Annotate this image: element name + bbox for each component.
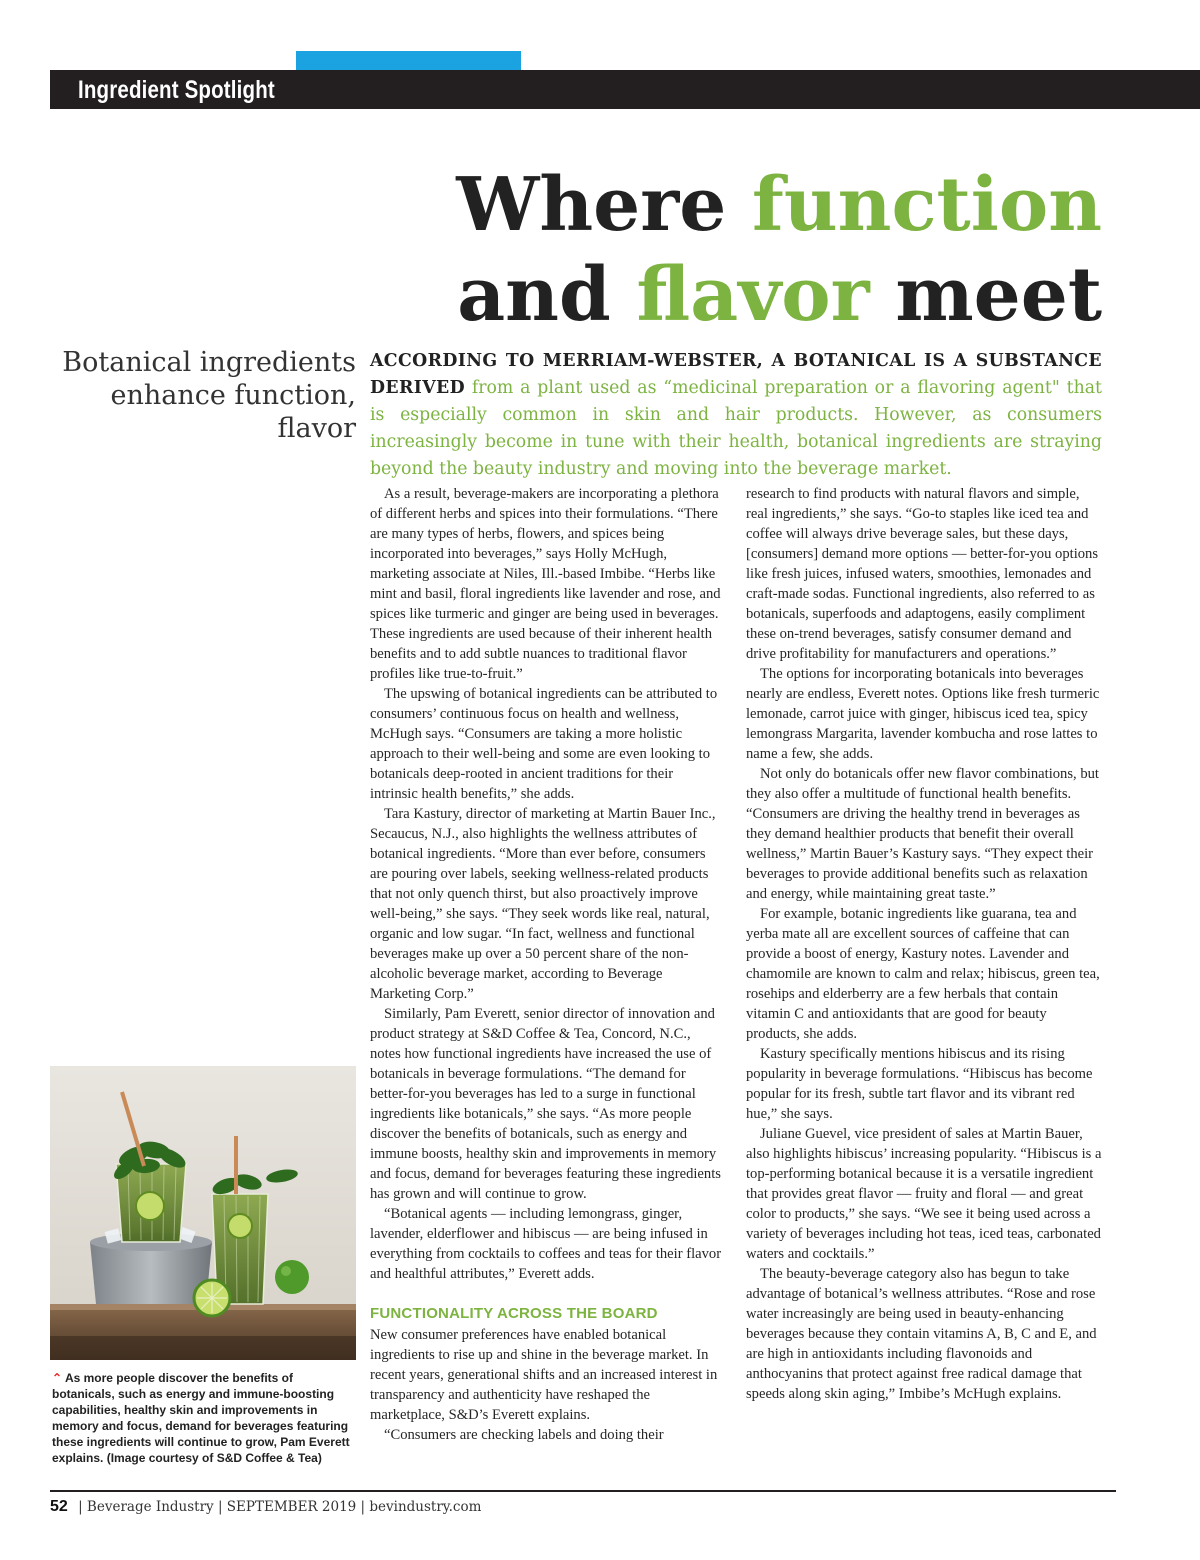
- footer-rule: [50, 1490, 1116, 1492]
- paragraph: Juliane Guevel, vice president of sales at Martin Bauer, also highlights hibiscus’ increasing popularity. “Hibiscus is a top-performing botanical because it is a versatile ingredient that provides great flavor — fruity and floral — and great color to products,” she says. “We see it being used across a variety of beverages including hot teas, iced teas, carbonated waters and cocktails.”: [746, 1126, 1102, 1262]
- page-number: 52: [50, 1498, 68, 1515]
- paragraph: The beauty-beverage category also has begun to take advantage of botanical’s wellness attributes. “Rose and rose water increasingly are being used in beauty-enhancing beverages because they contain vitamins A, B, C and E, and are high in antioxidants including flavonoids and anthocyanins that protect against free radical damage that speeds along skin aging,” Imbibe’s McHugh explains.: [746, 1266, 1097, 1402]
- paragraph: Kastury specifically mentions hibiscus and its rising popularity in beverage formulations. “Hibiscus has become popular for its fresh, subtle tart flavor and its vibrant red hue,” she says.: [746, 1046, 1093, 1122]
- paragraph: research to find products with natural flavors and simple, real ingredients,” she says. “Go-to staples like iced tea and coffee will always drive beverage sales, but these days, [consumers] demand more options — better-for-you options like fresh juices, infused waters, smoothies, lemonades and craft-made sodas. Functional ingredients, also referred to as botanicals, superfoods and adaptogens, easily compliment these on-trend beverages, satisfy consumer demand and drive profitability for manufacturers and operations.”: [746, 486, 1099, 662]
- paragraph: “Consumers are checking labels and doing their: [384, 1427, 664, 1443]
- intro-lead: ACCORDING TO MERRIAM-WEBSTER, A BOTANICAL IS A SUBSTANCE DERIVED: [370, 351, 1102, 398]
- photo-caption: [52, 1370, 352, 1466]
- headline-accent-2: flavor: [636, 252, 870, 338]
- subhead: FUNCTIONALITY ACROSS THE BOARD: [370, 1305, 658, 1322]
- body-column-right: [746, 484, 1102, 1404]
- beverage-photo: [50, 1066, 356, 1360]
- headline-line-1: [456, 160, 1102, 250]
- headline: [456, 160, 1102, 340]
- section-label: Ingredient Spotlight: [78, 76, 275, 104]
- headline-accent-1: function: [752, 162, 1102, 248]
- intro-paragraph: [370, 348, 1102, 483]
- paragraph: Tara Kastury, director of marketing at Martin Bauer Inc., Secaucus, N.J., also highlights the wellness attributes of botanical ingredients. “More than ever before, consumers are pouring over labels, seeking wellness-related products that not only quench thirst, but also proactively improve well-being,” she says. “They seek words like real, natural, organic and low sugar. “In fact, wellness and functional beverages make up over a 50 percent share of the non-alcoholic beverage market, according to Beverage Marketing Corp.”: [370, 806, 716, 1002]
- headline-plain-1: Where: [456, 162, 753, 248]
- footer-text: | Beverage Industry | SEPTEMBER 2019 | bevindustry.com: [78, 1499, 482, 1515]
- headline-tail: meet: [869, 252, 1102, 338]
- paragraph: “Botanical agents — including lemongrass, ginger, lavender, elderflower and hibiscus — are being infused in everything from cocktails to coffees and teas for their flavor and healthful attributes,” Everett adds.: [370, 1206, 722, 1282]
- footer: [50, 1498, 481, 1516]
- headline-plain-2: and: [457, 252, 637, 338]
- caption-text: As more people discover the benefits of botanicals, such as energy and immune-boosting capabilities, healthy skin and improvements in memory and focus, demand for beverages featuring these ingredients will continue to grow, Pam Everett explains. (Image courtesy of S&D Coffee & Tea): [52, 1371, 350, 1465]
- paragraph: The options for incorporating botanicals into beverages nearly are endless, Everett notes. Options like fresh turmeric lemonade, carrot juice with ginger, hibiscus iced tea, spicy lemongrass Margarita, lavender kombucha and rose lattes to name a few, she adds.: [746, 666, 1100, 762]
- intro-text: from a plant used as “medicinal preparation or a flavoring agent" that is especially common in skin and hair products. However, as consumers increasingly become in tune with their health, botanical ingredients are straying beyond the beauty industry and moving into the beverage market.: [370, 378, 1102, 479]
- chevron-up-icon: ⌃: [52, 1371, 63, 1385]
- deck: Botanical ingredients enhance function, flavor: [62, 347, 356, 444]
- paragraph: Not only do botanicals offer new flavor combinations, but they also offer a multitude of functional health benefits. “Consumers are driving the healthy trend in beverages as they demand healthier products that benefit their overall wellness,” Martin Bauer’s Kastury says. “They expect their beverages to provide additional benefits such as relaxation and energy, while maintaining great taste.”: [746, 766, 1099, 902]
- paragraph: For example, botanic ingredients like guarana, tea and yerba mate all are excellent sources of caffeine that can provide a boost of energy, Kastury notes. Lavender and chamomile are known to calm and relax; hibiscus, green tea, rosehips and elderberry are a few herbals that contain vitamin C and antioxidants that are good for beauty products, she adds.: [746, 906, 1100, 1042]
- paragraph: Similarly, Pam Everett, senior director of innovation and product strategy at S&D Coffee & Tea, Concord, N.C., notes how functional ingredients have increased the use of botanicals in beverage formulations. “The demand for better-for-you beverages has led to a surge in functional ingredients like botanicals,” she says. “As more people discover the benefits of botanicals, such as energy and immune boosts, healthy skin and improvements in memory and focus, demand for beverages featuring these ingredients has grown and will continue to grow.: [370, 1006, 721, 1202]
- paragraph: As a result, beverage-makers are incorporating a plethora of different herbs and spices into their formulations. “There are many types of herbs, flowers, and spices being incorporated into beverages,” says Holly McHugh, marketing associate at Niles, Ill.-based Imbibe. “Herbs like mint and basil, floral ingredients like lavender and rose, and spices like turmeric and ginger are being used in beverages. These ingredients are used because of their inherent health benefits and to add subtle nuances to traditional flavor profiles like true-to-fruit.”: [370, 486, 721, 682]
- body-column-left: [370, 484, 722, 1445]
- paragraph: New consumer preferences have enabled botanical ingredients to rise up and shine in the beverage market. In recent years, generational shifts and an increased interest in transparency and authenticity have reshaped the marketplace, S&D’s Everett explains.: [370, 1327, 718, 1423]
- headline-line-2: [456, 250, 1102, 340]
- paragraph: The upswing of botanical ingredients can be attributed to consumers’ continuous focus on health and wellness, McHugh says. “Consumers are taking a more holistic approach to their well-being and some are even looking to botanicals deep-rooted in ancient traditions for their intrinsic health benefits,” she adds.: [370, 686, 718, 802]
